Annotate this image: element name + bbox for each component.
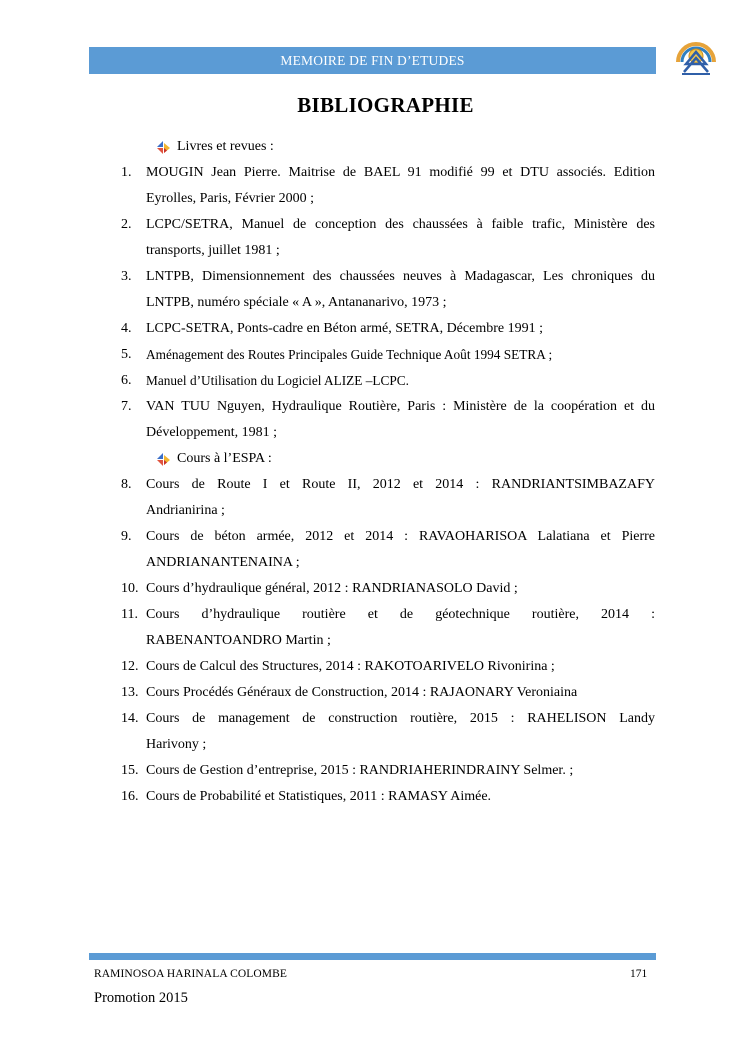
entry-line: Cours de Calcul des Structures, 2014 : RAKOTOARIVELO Rivonirina ;	[146, 659, 555, 674]
section-heading-label: Livres et revues :	[177, 139, 274, 154]
section-heading-courses	[121, 446, 655, 472]
entry-number: 10.	[121, 581, 139, 596]
entry-number: 15.	[121, 763, 139, 778]
bibliography-list	[121, 134, 655, 810]
entry-text	[146, 654, 655, 680]
entry-text	[146, 576, 655, 602]
entry-number: 13.	[121, 685, 139, 700]
entry-line: VAN TUU Nguyen, Hydraulique Routière, Paris : Ministère de la coopération et du	[146, 399, 655, 414]
bibliography-entry	[121, 264, 655, 316]
entry-line: Harivony ;	[146, 737, 207, 752]
entry-line: transports, juillet 1981 ;	[146, 243, 280, 258]
bibliography-entry	[121, 758, 655, 784]
entry-number: 2.	[121, 217, 132, 232]
entry-text	[146, 472, 655, 524]
bibliography-entry	[121, 394, 655, 446]
arrow-bullet-icon	[157, 453, 170, 466]
entry-line: Eyrolles, Paris, Février 2000 ;	[146, 191, 314, 206]
entry-line: LNTPB, numéro spéciale « A », Antananarivo, 1973 ;	[146, 295, 447, 310]
bibliography-entry	[121, 680, 655, 706]
entry-line: Cours de Probabilité et Statistiques, 2011 : RAMASY Aimée.	[146, 789, 492, 804]
entry-line: Cours de Gestion d’entreprise, 2015 : RANDRIAHERINDRAINY Selmer. ;	[146, 763, 574, 778]
footer-promotion: Promotion 2015	[94, 990, 188, 1006]
bibliography-entry	[121, 576, 655, 602]
entry-line: ANDRIANANTENAINA ;	[146, 555, 300, 570]
entry-line: LCPC-SETRA, Ponts-cadre en Béton armé, SETRA, Décembre 1991 ;	[146, 321, 543, 336]
entry-text	[146, 264, 655, 316]
footer-rule	[89, 953, 656, 960]
section-heading-books	[121, 134, 655, 160]
entry-line: RABENANTOANDRO Martin ;	[146, 633, 331, 648]
entry-number: 12.	[121, 659, 139, 674]
page-number: 171	[630, 968, 648, 980]
arrow-bullet-icon	[157, 141, 170, 154]
footer-author: RAMINOSOA HARINALA COLOMBE	[94, 968, 288, 980]
entry-number: 3.	[121, 269, 132, 284]
bibliography-entry	[121, 472, 655, 524]
entry-text	[146, 784, 655, 810]
entry-text	[146, 394, 655, 446]
entry-line: LNTPB, Dimensionnement des chaussées neuves à Madagascar, Les chroniques du	[146, 269, 655, 284]
running-header	[89, 47, 656, 74]
entry-number: 6.	[121, 373, 132, 388]
entry-text	[146, 160, 655, 212]
bibliography-entry	[121, 316, 655, 342]
entry-line: Cours de Route I et Route II, 2012 et 2014 : RANDRIANTSIMBAZAFY	[146, 477, 655, 492]
bibliography-entry	[121, 368, 655, 394]
entry-number: 7.	[121, 399, 132, 414]
bibliography-entry	[121, 602, 655, 654]
entry-number: 11.	[121, 607, 138, 622]
bibliography-entry	[121, 212, 655, 264]
entry-line: MOUGIN Jean Pierre. Maitrise de BAEL 91 modifié 99 et DTU associés. Edition	[146, 165, 655, 180]
section-heading-label: Cours à l’ESPA :	[177, 451, 272, 466]
school-emblem-icon	[672, 32, 720, 80]
entry-text	[146, 706, 655, 758]
entry-line: Cours d’hydraulique général, 2012 : RANDRIANASOLO David ;	[146, 581, 518, 596]
entry-line: Développement, 1981 ;	[146, 425, 278, 440]
entry-text	[146, 524, 655, 576]
entry-line: Cours Procédés Généraux de Construction, 2014 : RAJAONARY Veroniaina	[146, 685, 578, 700]
header-title: MEMOIRE DE FIN D’ETUDES	[280, 53, 465, 68]
entry-text	[146, 212, 655, 264]
entry-text	[146, 602, 655, 654]
bibliography-entry	[121, 706, 655, 758]
entry-number: 4.	[121, 321, 132, 336]
entry-number: 14.	[121, 711, 139, 726]
entry-number: 9.	[121, 529, 132, 544]
entry-text	[146, 680, 655, 706]
entry-line: Cours de management de construction routière, 2015 : RAHELISON Landy	[146, 711, 655, 726]
bibliography-entry	[121, 342, 655, 368]
bibliography-entry	[121, 784, 655, 810]
entry-text	[146, 368, 655, 394]
bibliography-entry	[121, 524, 655, 576]
entry-text	[146, 316, 655, 342]
bibliography-entry	[121, 654, 655, 680]
page-title: BIBLIOGRAPHIE	[297, 93, 474, 117]
entry-line: Andrianirina ;	[146, 503, 225, 518]
entry-number: 8.	[121, 477, 132, 492]
entry-text	[146, 342, 655, 368]
entry-line: Cours de béton armée, 2012 et 2014 : RAVAOHARISOA Lalatiana et Pierre	[146, 529, 655, 544]
bibliography-entry	[121, 160, 655, 212]
entry-text	[146, 758, 655, 784]
entry-line: Cours d’hydraulique routière et de géotechnique routière, 2014 :	[146, 607, 655, 622]
entry-number: 16.	[121, 789, 139, 804]
entry-number: 1.	[121, 165, 132, 180]
entry-number: 5.	[121, 347, 132, 362]
entry-line: Manuel d’Utilisation du Logiciel ALIZE –LCPC.	[146, 373, 409, 388]
entry-line: Aménagement des Routes Principales Guide Technique Août 1994 SETRA ;	[146, 347, 553, 362]
entry-line: LCPC/SETRA, Manuel de conception des chaussées à faible trafic, Ministère des	[146, 217, 655, 232]
